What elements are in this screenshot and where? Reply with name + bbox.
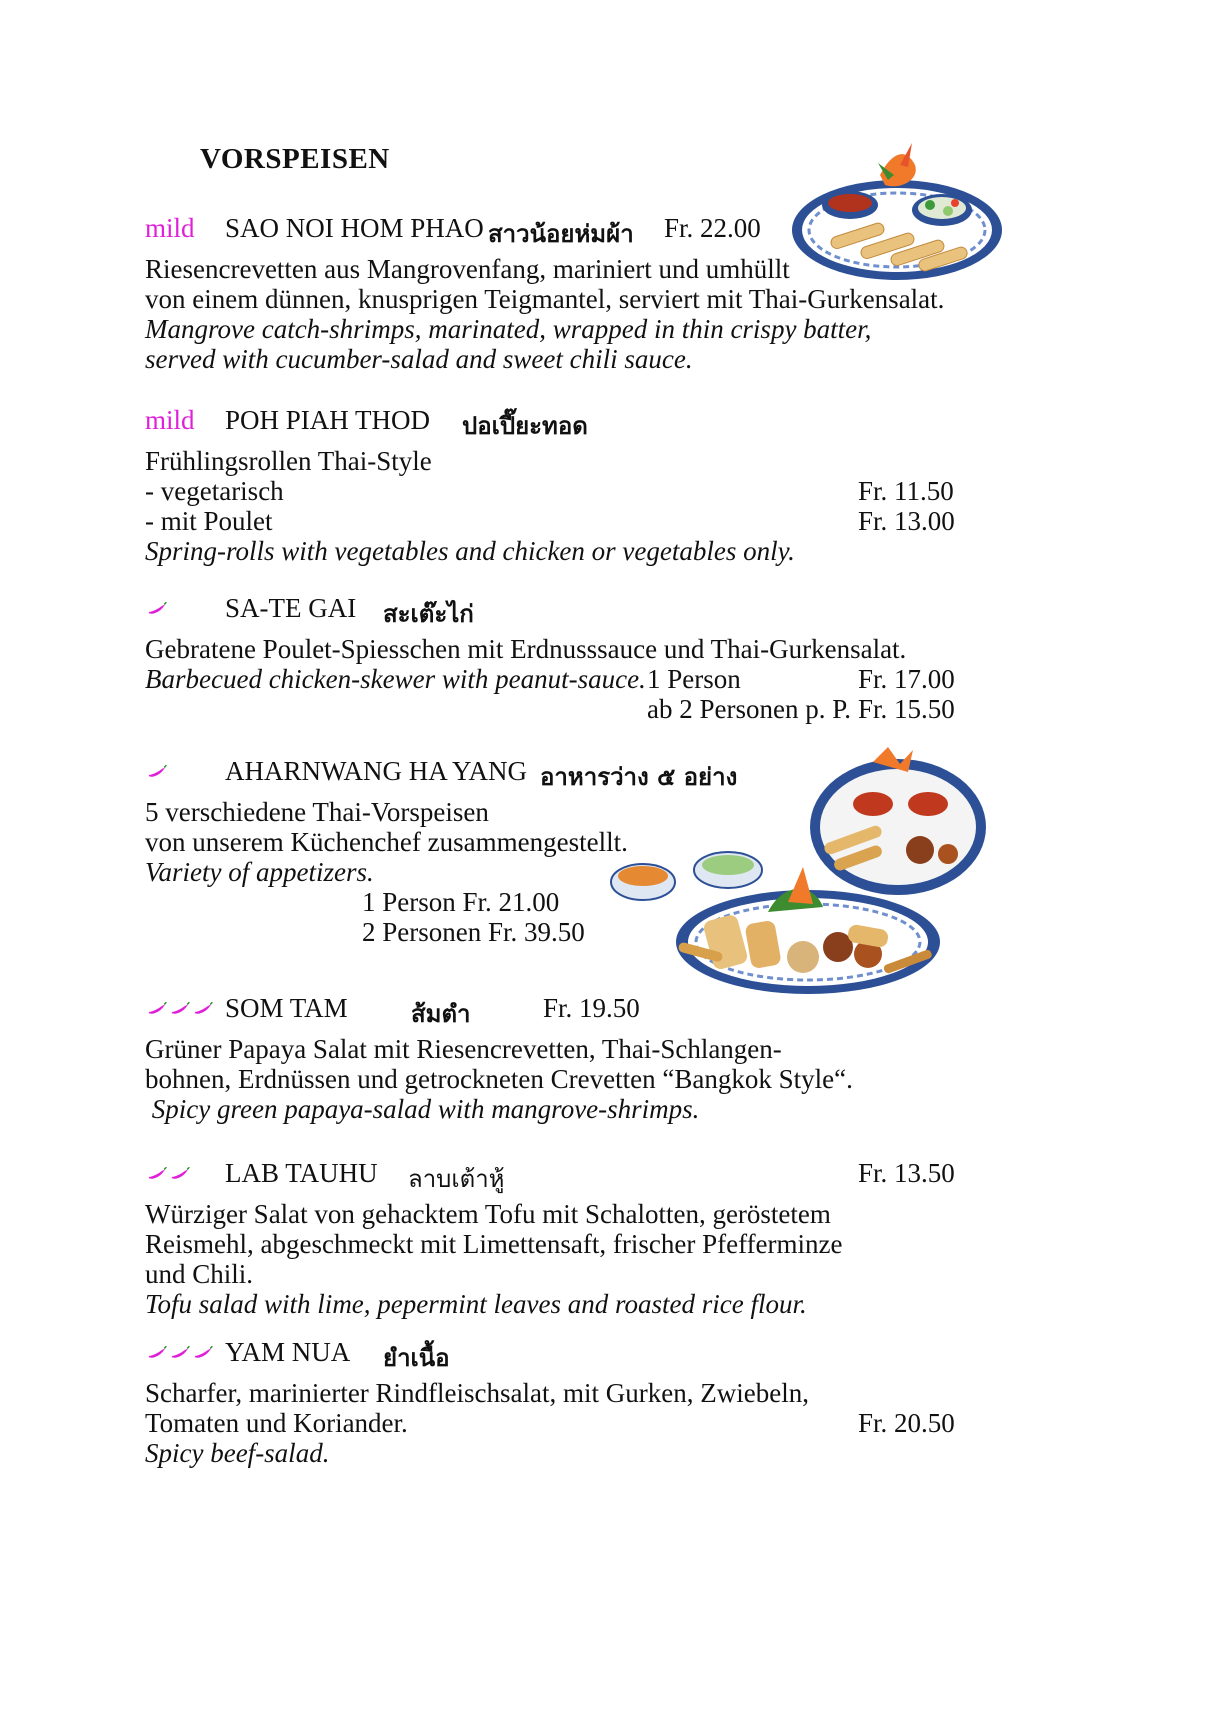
spice-level (147, 764, 167, 780)
option-label: - mit Poulet (145, 506, 273, 536)
option-price: Fr. 11.50 (858, 476, 954, 506)
description-de: und Chili. (145, 1259, 254, 1289)
dish-price: Fr. 22.00 (664, 213, 761, 243)
description-en: Spicy beef-salad. (145, 1438, 330, 1468)
description-en: Spicy green papaya-salad with mangrove-shrimps. (145, 1094, 700, 1124)
description-en: Mangrove catch-shrimps, marinated, wrapped in thin crispy batter, (145, 314, 872, 344)
dish-name: AHARNWANG HA YANG (225, 756, 527, 786)
option-label: - vegetarisch (145, 476, 284, 506)
description-de: Würziger Salat von gehacktem Tofu mit Schalotten, geröstetem (145, 1199, 831, 1229)
spice-level (147, 1345, 213, 1361)
dish-name: SAO NOI HOM PHAO (225, 213, 484, 243)
chili-pepper-icon (147, 1166, 167, 1182)
description-en: Variety of appetizers. (145, 857, 374, 887)
dish-thai-name: ส้มตำ (411, 1000, 471, 1028)
chili-pepper-icon (147, 764, 167, 780)
description-de: bohnen, Erdnüssen und getrockneten Crevetten “Bangkok Style“. (145, 1064, 853, 1094)
description-de: 5 verschiedene Thai-Vorspeisen (145, 797, 489, 827)
dish-price: Fr. 19.50 (543, 993, 640, 1023)
description-de: Reismehl, abgeschmeckt mit Limettensaft, frischer Pfefferminze (145, 1229, 843, 1259)
price-line: 2 Personen Fr. 39.50 (362, 917, 585, 947)
dish-name: SA-TE GAI (225, 593, 357, 623)
description-de: Scharfer, marinierter Rindfleischsalat, mit Gurken, Zwiebeln, (145, 1378, 809, 1408)
price-label: ab 2 Personen p. P. (647, 694, 851, 724)
description-en: Barbecued chicken-skewer with peanut-sauce. (145, 664, 646, 694)
description-de: von unserem Küchenchef zusammengestellt. (145, 827, 628, 857)
dish-thai-name: สาวน้อยห่มผ้า (488, 220, 634, 248)
chili-pepper-icon (147, 1001, 167, 1017)
dish-price: Fr. 20.50 (858, 1408, 955, 1438)
dish-name: POH PIAH THOD (225, 405, 431, 435)
spice-level (147, 601, 167, 617)
dish-thai-name: ยำเนื้อ (383, 1344, 450, 1372)
option-price: Fr. 13.00 (858, 506, 955, 536)
dish-name: SOM TAM (225, 993, 348, 1023)
page-title: VORSPEISEN (200, 143, 390, 175)
spice-level (147, 1166, 190, 1182)
description-en: served with cucumber-salad and sweet chili sauce. (145, 344, 693, 374)
heat-label: mild (145, 405, 195, 435)
dish-name: LAB TAUHU (225, 1158, 378, 1188)
description-en: Tofu salad with lime, pepermint leaves and roasted rice flour. (145, 1289, 807, 1319)
chili-pepper-icon (193, 1345, 213, 1361)
description-de: von einem dünnen, knusprigen Teigmantel, serviert mit Thai-Gurkensalat. (145, 284, 945, 314)
description-de: Riesencrevetten aus Mangrovenfang, mariniert und umhüllt (145, 254, 790, 284)
dish-price: Fr. 13.50 (858, 1158, 955, 1188)
dish-thai-name: สะเต๊ะไก่ (383, 600, 474, 628)
chili-pepper-icon (147, 601, 167, 617)
dish-thai-name: ลาบเต้าหู้ (408, 1165, 505, 1193)
dish-photo-shrimp-plate (790, 135, 1005, 285)
description-en: Spring-rolls with vegetables and chicken or vegetables only. (145, 536, 795, 566)
chili-pepper-icon (147, 1345, 167, 1361)
chili-pepper-icon (170, 1345, 190, 1361)
description-de: Tomaten und Koriander. (145, 1408, 408, 1438)
description-de: Grüner Papaya Salat mit Riesencrevetten, Thai-Schlangen- (145, 1034, 782, 1064)
price-value: Fr. 17.00 (858, 664, 955, 694)
chili-pepper-icon (193, 1001, 213, 1017)
dish-thai-name: อาหารว่าง ๕ อย่าง (540, 763, 738, 791)
chili-pepper-icon (170, 1166, 190, 1182)
price-label: 1 Person (647, 664, 741, 694)
chili-pepper-icon (170, 1001, 190, 1017)
description-de: Frühlingsrollen Thai-Style (145, 446, 432, 476)
spice-level (147, 1001, 213, 1017)
dish-thai-name: ปอเปี๊ยะทอด (462, 412, 588, 440)
heat-label: mild (145, 213, 195, 243)
description-de: Gebratene Poulet-Spiesschen mit Erdnusssauce und Thai-Gurkensalat. (145, 634, 907, 664)
price-line: 1 Person Fr. 21.00 (362, 887, 560, 917)
price-value: Fr. 15.50 (858, 694, 955, 724)
dish-name: YAM NUA (225, 1337, 351, 1367)
dish-photo-appetizer-platter (608, 742, 988, 1002)
